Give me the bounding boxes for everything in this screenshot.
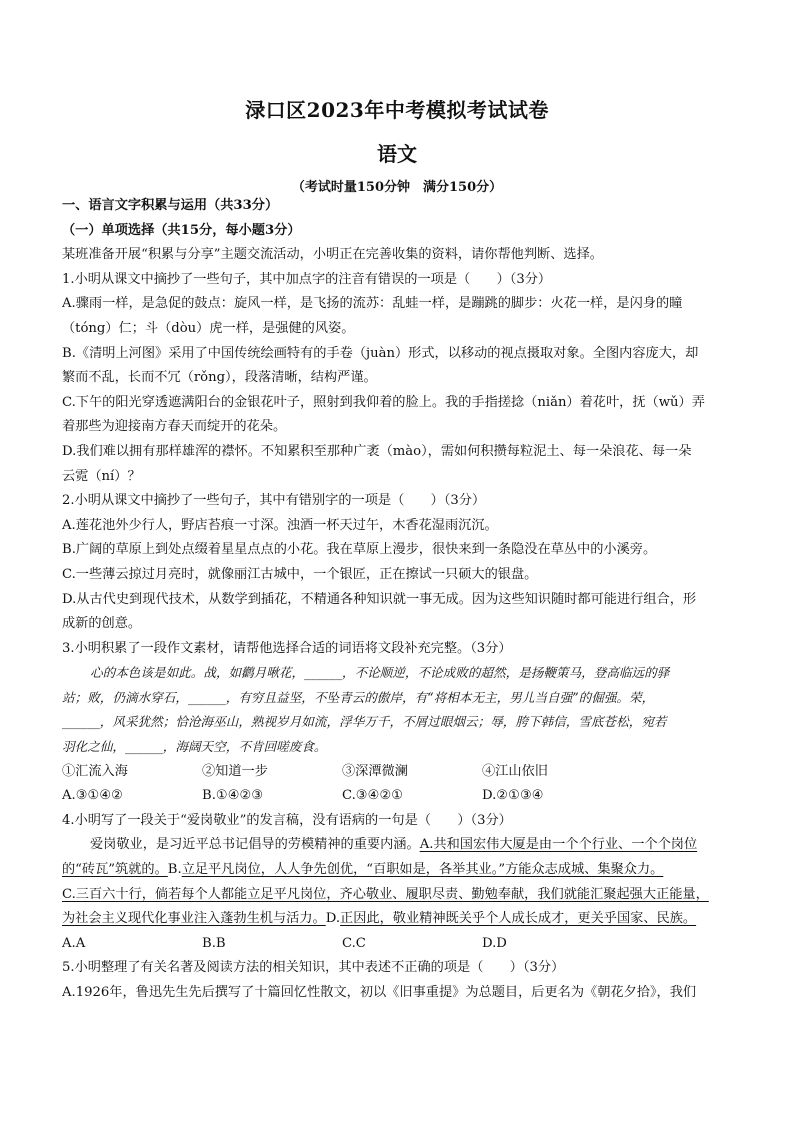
choice-option: B.①④②③: [202, 788, 264, 804]
question-3-passage-line: ______，风采犹然；恰沧海巫山，熟视岁月如流，浮华万千，不屑过眼烟云；辱，胯下韩信，雪底苍松，宛若: [62, 714, 667, 730]
question-3-stem: 3.小明积累了一段作文素材，请帮他选择合适的词语将文段补充完整。（3分）: [62, 640, 512, 656]
underlined-sentence-b: 立足平凡岗位，人人争先创优，“百职如是，各举其业。”方能众志成城、集聚众力。: [181, 862, 664, 878]
subject-title: 语文: [377, 142, 417, 166]
question-4-passage-line: [62, 858, 740, 883]
question-1-option-d-cont: 云霓（ní）？: [62, 468, 141, 484]
question-5-stem: 5.小明整理了有关名著及阅读方法的相关知识，其中表述不正确的项是（ ）（3分）: [62, 960, 565, 976]
word-option: ③深潭微澜: [342, 763, 408, 779]
choice-option: C.C: [342, 935, 366, 951]
question-3-word-options: [62, 760, 740, 785]
question-1-option-b-cont: 繁而不乱，长而不冗（rǒng），段落清晰，结构严谨。: [62, 370, 377, 386]
sentence-label-b: B.: [167, 862, 182, 878]
question-1-option-a-cont: （tóng）仁；斗（dòu）虎一样，是强健的风姿。: [62, 320, 355, 336]
question-2-option-d: D.从古代史到现代技术，从数学到插花，不精通各种知识就一事无成。因为这些知识随时都可能进行组合，形: [62, 591, 697, 607]
question-4-passage-line: [62, 883, 740, 908]
underlined-sentence-a-cont: 的“砖瓦”筑就的。: [62, 862, 168, 878]
choice-option: A.③①④②: [62, 788, 124, 804]
choice-option: A.A: [62, 935, 86, 951]
question-1-option-d: D.我们难以拥有那样雄浑的襟怀。不知累积至那种广袤（mào），需如何积攒每粒泥土、每一朵浪花、每一朵: [62, 443, 692, 459]
exam-title: 渌口区2023年中考模拟考试试卷: [245, 98, 549, 122]
question-4-choices: [62, 932, 740, 957]
underlined-sentence-c: C.三百六十行，倘若每个人都能立足平凡岗位，齐心敬业、履职尽责、勤勉奉献，我们就能汇聚起强大正能量，: [62, 886, 709, 902]
question-3-passage-line: 心的本色该是如此。战，如鹳月啾花，______，不论顺逆，不论成败的超然，是扬鞭策马，登高临远的驿: [90, 665, 670, 681]
underlined-sentence-a: A.共和国宏伟大厦是由一个个行业、一个个岗位: [419, 837, 698, 853]
question-3-passage-line: 羽化之仙，______，海阔天空，不肯回嗟废食。: [62, 739, 327, 755]
sub-section-heading: （一）单项选择（共15分，每小题3分）: [62, 222, 301, 238]
question-3-choices: [62, 784, 740, 809]
question-1-stem: 1.小明从课文中摘抄了一些句子，其中加点字的注音有错误的一项是（ ）（3分）: [62, 271, 552, 287]
question-2-option-b: B.广阔的草原上到处点缀着星星点点的小花。我在草原上漫步，很快来到一条隐没在草丛中的小溪旁。: [62, 542, 657, 558]
question-3-passage-line: 站；败，仍滴水穿石，______，有穷且益坚，不坠青云的傲岸，有“将相本无主，男儿当自强”的倔强。荣，: [62, 689, 655, 705]
word-option: ②知道一步: [202, 763, 268, 779]
question-2-stem: 2.小明从课文中摘抄了一些句子，其中有错别字的一项是（ ）（3分）: [62, 493, 486, 509]
question-1-option-a: A.骤雨一样，是急促的鼓点：旋风一样，是飞扬的流苏：乱蛙一样，是蹦跳的脚步：火花一样，是闪身的瞳: [62, 296, 683, 312]
underlined-sentence-d: 正因此，敬业精神既关乎个人成长成才，更关乎国家、民族。: [340, 911, 697, 927]
question-4-stem: 4.小明写了一段关于“爱岗敬业”的发言稿，没有语病的一句是（ ）（3分）: [62, 812, 512, 828]
word-option: ④江山依旧: [482, 763, 548, 779]
choice-option: D.D: [482, 935, 507, 951]
word-option: ①汇流入海: [62, 763, 128, 779]
question-2-option-a: A.莲花池外少行人，野店苔痕一寸深。浊酒一杯天过午，木香花湿雨沉沉。: [62, 517, 498, 533]
section-heading: 一、语言文字积累与运用（共33分）: [62, 198, 279, 213]
exam-info: （考试时量150分钟 满分150分）: [291, 180, 503, 195]
sentence-label-d: D.: [325, 911, 341, 927]
section-intro: 某班准备开展“积累与分享”主题交流活动，小明正在完善收集的资料，请你帮他判断、选择。: [62, 247, 603, 263]
choice-option: B.B: [202, 935, 226, 951]
question-2-option-d-cont: 成新的创意。: [62, 616, 142, 632]
question-1-option-c: C.下午的阳光穿透遮满阳台的金银花叶子，照射到我仰着的脸上。我的手指搓捻（niǎn）着花叶，抚（wǔ）弄: [62, 394, 705, 410]
passage-text: 爱岗敬业，是习近平总书记倡导的劳模精神的重要内涵。: [90, 837, 420, 853]
question-1-option-b: B.《清明上河图》采用了中国传统绘画特有的手卷（juàn）形式，以移动的视点摄取对象。全图内容庞大，却: [62, 345, 699, 361]
question-2-option-c: C.一些薄云掠过月亮时，就像丽江古城中，一个银匠，正在擦试一只硕大的银盘。: [62, 566, 538, 582]
underlined-sentence-c-cont: 为社会主义现代化事业注入蓬勃生机与活力。: [62, 911, 326, 927]
question-4-passage-line: [62, 907, 740, 932]
question-1-option-c-cont: 着那些为迎接南方春天而绽开的花朵。: [62, 419, 287, 435]
question-5-option-a: A.1926年，鲁迅先生先后撰写了十篇回忆性散文，初以《旧事重提》为总题目，后更名为《朝花夕拾》，我们: [62, 985, 697, 1000]
exam-body: [62, 194, 740, 1006]
choice-option: D.②①③④: [482, 788, 544, 804]
choice-option: C.③④②①: [342, 788, 404, 804]
question-4-passage-line: [62, 833, 740, 858]
